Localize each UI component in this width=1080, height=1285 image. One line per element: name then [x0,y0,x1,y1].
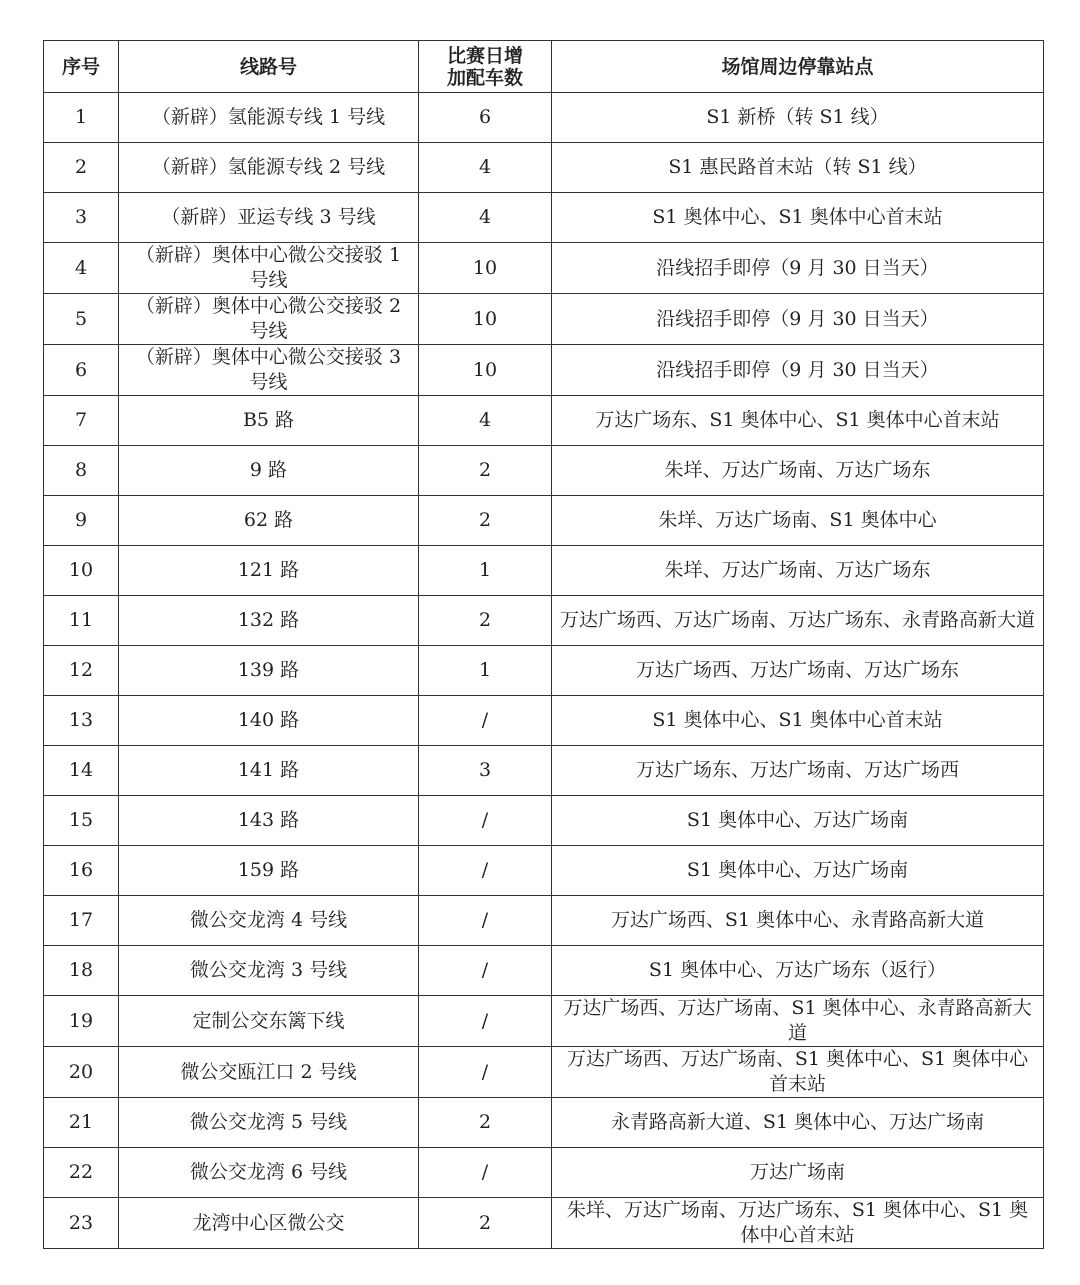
cell-line: 132 路 [119,596,419,646]
table-row [44,193,1044,243]
cell-no: 19 [44,996,119,1047]
cell-stops: 万达广场南 [552,1148,1044,1198]
cell-extra: 4 [419,193,552,243]
table-row [44,1148,1044,1198]
header-extra-line1: 比赛日增 [446,44,523,67]
header-no: 序号 [44,41,119,93]
cell-stops: S1 惠民路首末站（转 S1 线） [552,143,1044,193]
cell-line: 微公交瓯江口 2 号线 [119,1047,419,1098]
cell-no: 23 [44,1198,119,1249]
cell-extra: / [419,696,552,746]
cell-line: B5 路 [119,396,419,446]
header-extra-line2: 加配车数 [446,66,523,89]
cell-line: 定制公交东篱下线 [119,996,419,1047]
cell-extra: 2 [419,1198,552,1249]
cell-extra: / [419,1047,552,1098]
cell-stops: 朱垟、万达广场南、万达广场东 [552,446,1044,496]
table-row [44,243,1044,294]
cell-stops: 万达广场西、S1 奥体中心、永青路高新大道 [552,896,1044,946]
header-stops: 场馆周边停靠站点 [552,41,1044,93]
cell-extra: 10 [419,294,552,345]
table-row [44,946,1044,996]
cell-no: 17 [44,896,119,946]
cell-stops: S1 奥体中心、万达广场东（返行） [552,946,1044,996]
table-row [44,1047,1044,1098]
cell-extra: 2 [419,1098,552,1148]
cell-no: 14 [44,746,119,796]
cell-line: 微公交龙湾 3 号线 [119,946,419,996]
cell-stops: 朱垟、万达广场南、S1 奥体中心 [552,496,1044,546]
table-row [44,1198,1044,1249]
cell-line: 141 路 [119,746,419,796]
cell-line: 62 路 [119,496,419,546]
cell-stops: 万达广场西、万达广场南、万达广场东 [552,646,1044,696]
cell-no: 22 [44,1148,119,1198]
cell-extra: / [419,946,552,996]
cell-stops: 万达广场东、S1 奥体中心、S1 奥体中心首末站 [552,396,1044,446]
cell-line: 微公交龙湾 6 号线 [119,1148,419,1198]
table-row [44,496,1044,546]
cell-no: 13 [44,696,119,746]
cell-extra: 1 [419,546,552,596]
cell-stops: 永青路高新大道、S1 奥体中心、万达广场南 [552,1098,1044,1148]
cell-no: 12 [44,646,119,696]
cell-stops: 万达广场西、万达广场南、万达广场东、永青路高新大道 [552,596,1044,646]
cell-no: 15 [44,796,119,846]
cell-extra: / [419,896,552,946]
table-row [44,1098,1044,1148]
cell-line: 微公交龙湾 5 号线 [119,1098,419,1148]
cell-extra: 2 [419,596,552,646]
cell-no: 18 [44,946,119,996]
table-row [44,396,1044,446]
cell-extra: 4 [419,143,552,193]
cell-stops: 朱垟、万达广场南、万达广场东 [552,546,1044,596]
cell-line: 121 路 [119,546,419,596]
cell-extra: 10 [419,243,552,294]
table-row [44,294,1044,345]
cell-no: 8 [44,446,119,496]
table-row [44,846,1044,896]
cell-extra: 10 [419,345,552,396]
cell-no: 3 [44,193,119,243]
table-row [44,546,1044,596]
cell-stops: 万达广场西、万达广场南、S1 奥体中心、S1 奥体中心首末站 [552,1047,1044,1098]
cell-line: 139 路 [119,646,419,696]
cell-no: 5 [44,294,119,345]
table-row [44,996,1044,1047]
cell-extra: / [419,796,552,846]
cell-extra: 1 [419,646,552,696]
cell-no: 1 [44,93,119,143]
table-row [44,143,1044,193]
cell-extra: 3 [419,746,552,796]
cell-extra: / [419,1148,552,1198]
cell-line: （新辟）奥体中心微公交接驳 2 号线 [119,294,419,345]
cell-stops: 沿线招手即停（9 月 30 日当天） [552,294,1044,345]
cell-no: 10 [44,546,119,596]
cell-stops: 万达广场西、万达广场南、S1 奥体中心、永青路高新大道 [552,996,1044,1047]
cell-line: （新辟）亚运专线 3 号线 [119,193,419,243]
cell-line: 龙湾中心区微公交 [119,1198,419,1249]
cell-no: 7 [44,396,119,446]
cell-no: 6 [44,345,119,396]
cell-stops: 朱垟、万达广场南、万达广场东、S1 奥体中心、S1 奥体中心首末站 [552,1198,1044,1249]
table-row [44,93,1044,143]
cell-stops: S1 奥体中心、万达广场南 [552,846,1044,896]
cell-extra: 2 [419,496,552,546]
cell-no: 9 [44,496,119,546]
cell-extra: / [419,996,552,1047]
cell-line: 143 路 [119,796,419,846]
table-row [44,746,1044,796]
cell-line: 140 路 [119,696,419,746]
header-line: 线路号 [119,41,419,93]
table-row [44,596,1044,646]
table-row [44,796,1044,846]
cell-no: 11 [44,596,119,646]
cell-no: 2 [44,143,119,193]
cell-line: 159 路 [119,846,419,896]
cell-extra: 6 [419,93,552,143]
cell-line: （新辟）奥体中心微公交接驳 3 号线 [119,345,419,396]
cell-line: （新辟）氢能源专线 2 号线 [119,143,419,193]
table-row [44,646,1044,696]
cell-no: 16 [44,846,119,896]
cell-stops: 沿线招手即停（9 月 30 日当天） [552,345,1044,396]
cell-stops: S1 奥体中心、万达广场南 [552,796,1044,846]
table-row [44,896,1044,946]
cell-no: 4 [44,243,119,294]
bus-route-table [43,40,1044,1249]
cell-stops: 沿线招手即停（9 月 30 日当天） [552,243,1044,294]
table-header-row [44,41,1044,93]
cell-no: 20 [44,1047,119,1098]
cell-stops: S1 新桥（转 S1 线） [552,93,1044,143]
cell-line: （新辟）奥体中心微公交接驳 1 号线 [119,243,419,294]
table-body [44,93,1044,1249]
cell-line: （新辟）氢能源专线 1 号线 [119,93,419,143]
cell-stops: 万达广场东、万达广场南、万达广场西 [552,746,1044,796]
cell-stops: S1 奥体中心、S1 奥体中心首末站 [552,696,1044,746]
cell-line: 微公交龙湾 4 号线 [119,896,419,946]
cell-line: 9 路 [119,446,419,496]
cell-extra: 4 [419,396,552,446]
table-row [44,446,1044,496]
table-row [44,345,1044,396]
cell-extra: 2 [419,446,552,496]
cell-stops: S1 奥体中心、S1 奥体中心首末站 [552,193,1044,243]
cell-no: 21 [44,1098,119,1148]
table-row [44,696,1044,746]
cell-extra: / [419,846,552,896]
header-extra [419,41,552,93]
